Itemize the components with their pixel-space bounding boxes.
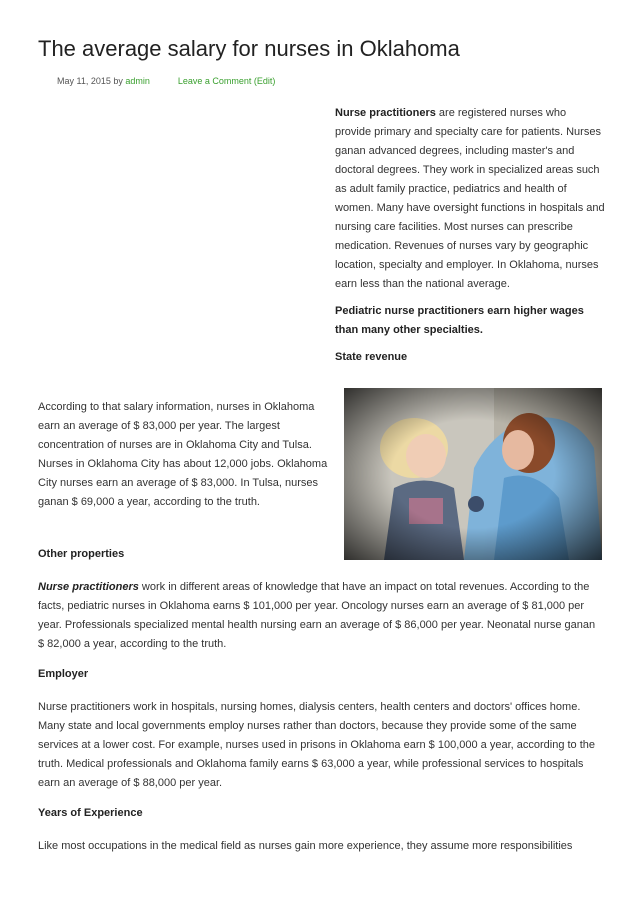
experience-paragraph: Like most occupations in the medical field as nurses gain more experience, they assume more responsibilities bbox=[38, 840, 573, 852]
experience-body bbox=[38, 837, 604, 856]
state-revenue-paragraph: According to that salary information, nurses in Oklahoma earn an average of $ 83,000 per year. The largest concentration of nurses are in Oklahoma City and Tulsa. Nurses in Oklahoma City has about 12,000 jobs. Oklahoma City nurses earn an average of $ 83,000. In Tulsa, nurses ganan $ 69,000 a year, according to the truth. bbox=[38, 401, 328, 508]
nurse-child-photo bbox=[344, 388, 602, 560]
intro-paragraph bbox=[335, 104, 605, 294]
heading-employer: Employer bbox=[38, 668, 89, 680]
intro-lead: Nurse practitioners bbox=[335, 107, 436, 119]
post-meta bbox=[57, 76, 275, 86]
experience-section bbox=[38, 804, 604, 823]
employer-body bbox=[38, 698, 604, 793]
page-title: The average salary for nurses in Oklahoma bbox=[38, 36, 460, 61]
state-revenue-column bbox=[38, 398, 328, 512]
employer-section bbox=[38, 665, 604, 684]
other-properties-body bbox=[38, 578, 604, 654]
callout-text: Pediatric nurse practitioners earn higher wages than many other specialties. bbox=[335, 305, 584, 336]
other-text: work in different areas of knowledge that have an impact on total revenues. According to the facts, pediatric nurses in Oklahoma earns $ 101,000 per year. Oncology nurses earn an average of $ 81,000 per year. Professionals specialized mental health nursing earn an average of $ 86,000 per year. Neonatal nurse ganan $ 82,000 a year, according to the truth. bbox=[38, 581, 596, 650]
other-properties-paragraph bbox=[38, 578, 604, 654]
heading-state-revenue: State revenue bbox=[335, 351, 408, 363]
post-date: May 11, 2015 by bbox=[57, 76, 126, 86]
heading-experience: Years of Experience bbox=[38, 807, 143, 819]
intro-column bbox=[335, 104, 605, 375]
intro-text: are registered nurses who provide primary and specialty care for patients. Nurses ganan advanced degrees, including master's and doctoral degrees. They work in specialized areas such as adult family practice, pediatrics and health of women. Many have oversight functions in hospitals and nursing care facilities. Most nurses can prescribe medication. Revenues of nurses vary by geographic location, specialty and employer. In Oklahoma, nurses earn less than the national average. bbox=[335, 107, 605, 290]
employer-paragraph: Nurse practitioners work in hospitals, nursing homes, dialysis centers, health centers and doctors' offices home. Many state and local governments employ nurses rather than doctors, because they provide some of the same services at a lower cost. For example, nurses used in prisons in Oklahoma earn $ 100,000 a year, according to the truth. Medical professionals and Oklahoma family earns $ 63,000 a year, while professional services to hospitals earn an average of $ 88,000 per year. bbox=[38, 701, 596, 789]
author-link[interactable]: admin bbox=[125, 76, 150, 86]
leave-comment-link[interactable]: Leave a Comment (Edit) bbox=[177, 76, 276, 86]
other-lead: Nurse practitioners bbox=[38, 581, 139, 593]
other-properties-section bbox=[38, 545, 604, 564]
heading-other-properties: Other properties bbox=[38, 548, 125, 560]
